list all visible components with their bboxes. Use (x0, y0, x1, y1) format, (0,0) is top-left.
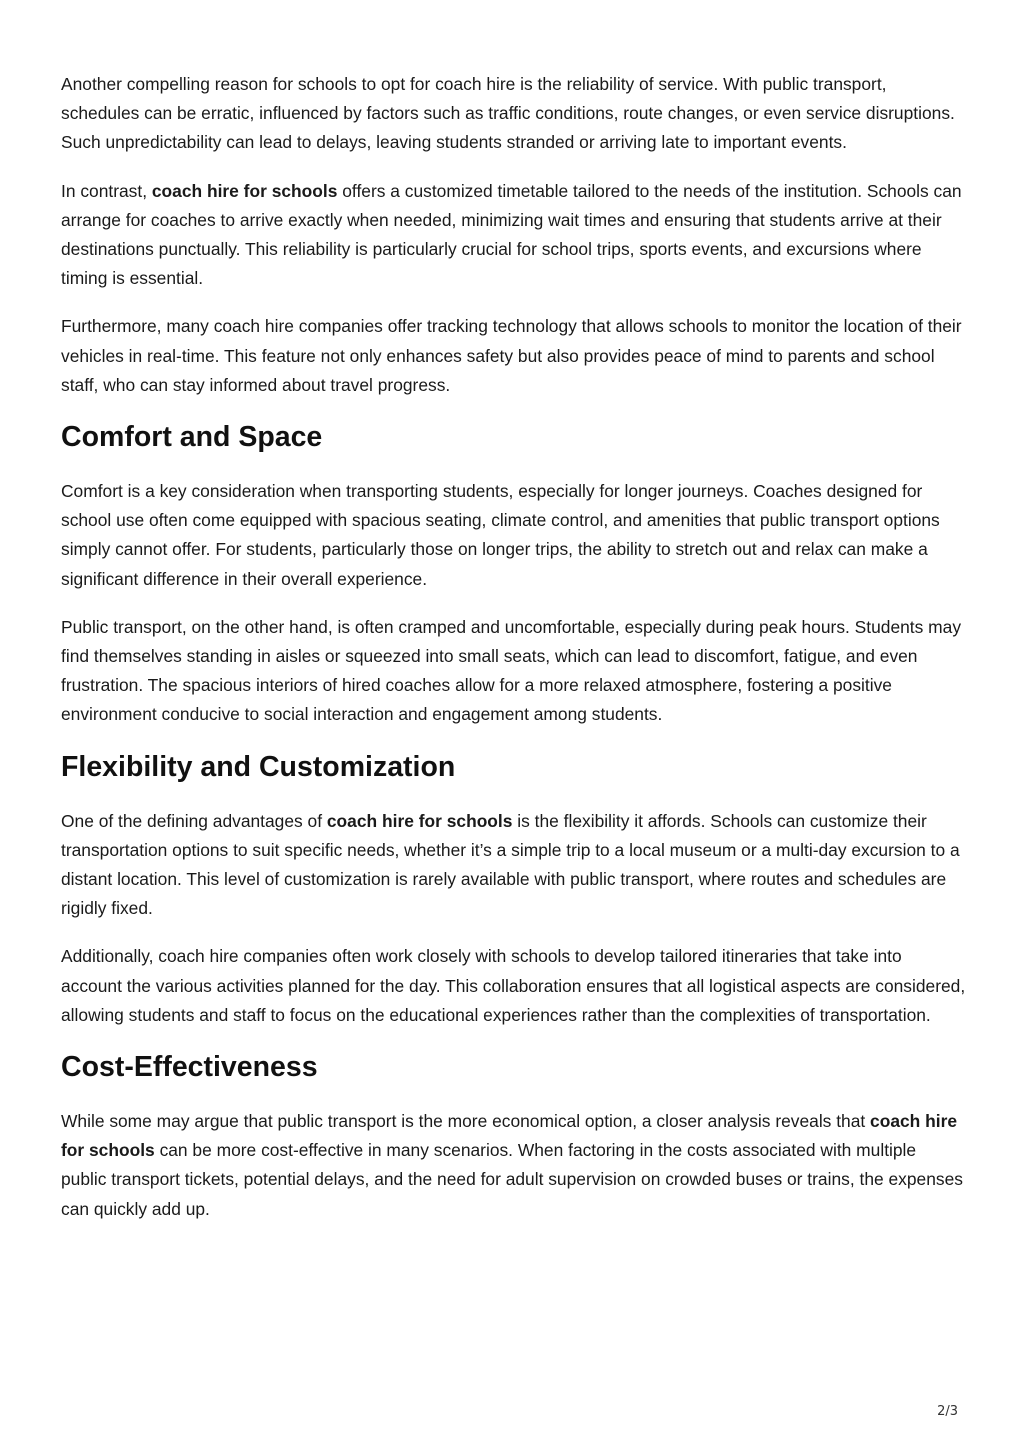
heading-cost-effectiveness: Cost-Effectiveness (61, 1051, 318, 1084)
document-body (61, 70, 966, 1243)
paragraph-flexibility (61, 807, 966, 924)
heading-comfort-and-space: Comfort and Space (61, 421, 323, 454)
paragraph-text: While some may argue that public transport is the more economical option, a closer analysis reveals that (61, 1111, 871, 1132)
paragraph-text: Additionally, coach hire companies often work closely with schools to develop tailored itineraries that take into account the various activities planned for the day. This collaboration ensures that all logistical aspects are considered, allowing students and staff to focus on the educational experiences rather than the complexities of transportation. (61, 946, 966, 1025)
paragraph-custom-timetable (61, 177, 966, 294)
paragraph-cost (61, 1107, 966, 1224)
paragraph-public-transport-cramped (61, 613, 966, 730)
paragraph-tracking-technology (61, 312, 966, 400)
paragraph-text: offers a customized timetable tailored to the needs of the institution. Schools can arrange for coaches to arrive exactly when needed, minimizing wait times and ensuring that students arrive at their destinations punctually. This reliability is particularly crucial for school trips, sports events, and excursions where timing is essential. (61, 180, 962, 289)
bold-keyword: coach hire for schools (151, 180, 338, 201)
paragraph-text: is the flexibility it affords. Schools can customize their transportation options to suit specific needs, whether it’s a simple trip to a local museum or a multi-day excursion to a distant location. This level of customization is rarely available with public transport, where routes and schedules are rigidly fixed. (61, 810, 960, 919)
paragraph-reliability-intro (61, 70, 966, 158)
paragraph-text: Another compelling reason for schools to opt for coach hire is the reliability of service. With public transport, schedules can be erratic, influenced by factors such as traffic conditions, route changes, or even service disruptions. Such unpredictability can lead to delays, leaving students stranded or arriving late to important events. (61, 74, 955, 153)
heading-flexibility-and-customization: Flexibility and Customization (61, 750, 456, 783)
paragraph-comfort (61, 477, 966, 594)
paragraph-text: In contrast, (61, 180, 152, 201)
bold-keyword: coach hire for schools (326, 810, 513, 831)
paragraph-text: Comfort is a key consideration when transporting students, especially for longer journeys. Coaches designed for school use often come equipped with spacious seating, climate control, and amenities that public transport options simply cannot offer. For students, particularly those on longer trips, the ability to stretch out and relax can make a significant difference in their overall experience. (61, 481, 940, 589)
paragraph-text: Furthermore, many coach hire companies offer tracking technology that allows schools to monitor the location of their vehicles in real-time. This feature not only enhances safety but also provides peace of mind to parents and school staff, who can stay informed about travel progress. (61, 316, 962, 395)
paragraph-text: can be more cost-effective in many scenarios. When factoring in the costs associated with multiple public transport tickets, potential delays, and the need for adult supervision on crowded buses or trains, the expenses can quickly add up. (61, 1140, 963, 1219)
bold-keyword: coach hire for schools (61, 1111, 958, 1161)
paragraph-text: One of the defining advantages of (61, 810, 327, 831)
paragraph-text: Public transport, on the other hand, is often cramped and uncomfortable, especially during peak hours. Students may find themselves standing in aisles or squeezed into small seats, which can lead to discomfort, fatigue, and even frustration. The spacious interiors of hired coaches allow for a more relaxed atmosphere, fostering a positive environment conducive to social interaction and engagement among students. (61, 616, 962, 725)
paragraph-itineraries (61, 942, 966, 1030)
page-number: 2/3 (937, 1404, 958, 1419)
